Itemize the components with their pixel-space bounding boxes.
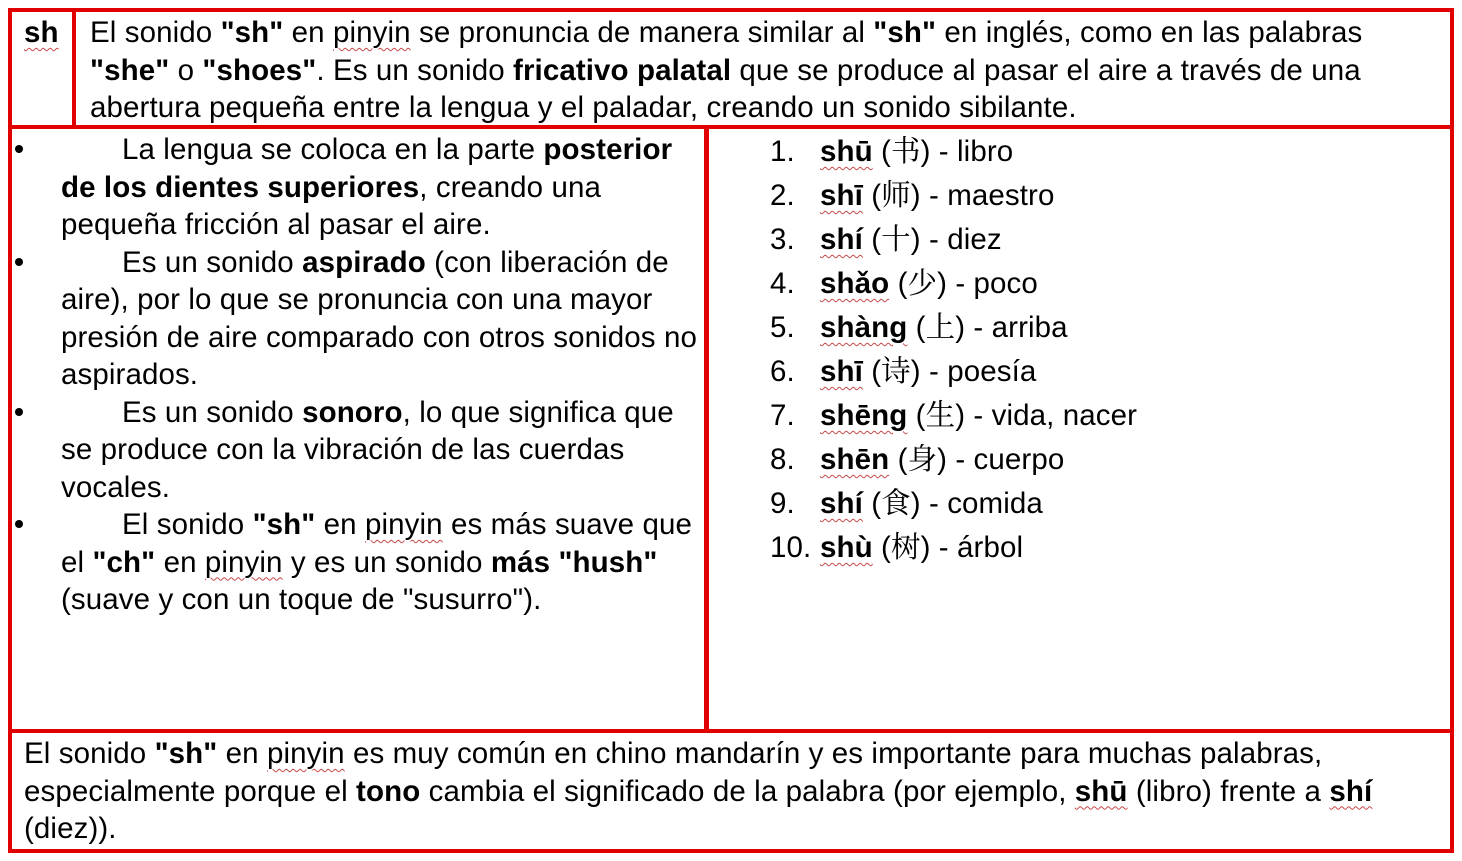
item-number: 10. (770, 531, 812, 564)
pinyin-word: shù (820, 531, 873, 564)
word-meaning: - comida (928, 487, 1043, 520)
text-run: , creando una pequeña fricción al pasar el aire. (61, 170, 601, 241)
word-meaning: - diez (928, 223, 1002, 256)
text-run: La lengua se coloca en la parte (122, 133, 544, 166)
text-run: (diez)). (24, 812, 117, 845)
hanzi-character: (师) (871, 179, 921, 212)
bullet-item (8, 244, 698, 394)
bold-term: "sh" (252, 508, 316, 541)
body-divider (704, 125, 709, 733)
pinyin-word: shí (820, 223, 863, 256)
pinyin-word: shū (820, 135, 873, 168)
example-word-item (770, 133, 1137, 177)
example-word-item (770, 441, 1137, 485)
item-number: 2. (770, 179, 795, 212)
example-word-item (770, 485, 1137, 529)
word-meaning: - poco (955, 267, 1038, 300)
word-meaning: - vida, nacer (973, 399, 1138, 432)
text-run: y es un sonido (282, 545, 491, 579)
bold-term: "shoes" (202, 53, 317, 87)
header-divider (72, 8, 76, 129)
bullet-item (8, 394, 698, 507)
pinyin-word: shàng (820, 311, 908, 344)
pinyin-word: shēn (820, 443, 890, 476)
bold-term: "sh" (873, 16, 937, 49)
example-word-list (770, 133, 1137, 573)
bullet-dot-icon (15, 258, 23, 266)
example-word-item (770, 309, 1137, 353)
text-run: El sonido (90, 16, 221, 49)
hanzi-character: (上) (915, 311, 966, 344)
example-word-item (770, 529, 1137, 573)
word-meaning: - árbol (938, 531, 1024, 564)
word-meaning: - libro (938, 135, 1014, 168)
text-run: en (217, 737, 267, 770)
hanzi-character: (食) (871, 487, 921, 520)
underlined-term: pinyin (364, 508, 443, 541)
underlined-term: pinyin (266, 737, 345, 770)
example-word-item (770, 353, 1137, 397)
hanzi-character: (诗) (871, 355, 921, 388)
text-run: o (169, 53, 203, 87)
bold-term: "sh" (220, 16, 284, 49)
bold-term: "she" (90, 53, 170, 87)
text-run: El sonido (24, 737, 155, 770)
bullet-dot-icon (15, 145, 23, 153)
text-run: en (155, 545, 205, 579)
item-number: 4. (770, 267, 795, 300)
bold-term: fricativo palatal (513, 53, 732, 87)
text-run: cambia el significado de la palabra (por ejemplo, (420, 774, 1075, 808)
hanzi-character: (书) (881, 135, 931, 168)
text-run: en inglés, como en las palabras (936, 16, 1363, 49)
hanzi-character: (身) (897, 443, 948, 476)
pinyin-word: shǎo (820, 267, 890, 300)
hanzi-character: (树) (881, 531, 931, 564)
text-run: (suave y con un toque de "susurro"). (61, 583, 542, 616)
text-run: es más suave que el (61, 508, 692, 579)
hanzi-character: (生) (915, 399, 966, 432)
text-run: . Es un sonido (316, 53, 514, 87)
text-run: (libro) frente a (1127, 774, 1330, 808)
text-run: que se produce al pasar el aire a través de una abertura pequeña entre la lengua y el paladar, creando un sonido sibilante. (90, 53, 1361, 124)
text-run: El sonido (122, 508, 253, 541)
bullet-dot-icon (15, 408, 23, 416)
sound-label: sh (24, 16, 59, 49)
bullet-item (8, 506, 698, 619)
underlined-term: pinyin (204, 545, 283, 579)
articulation-list (8, 131, 698, 619)
item-number: 8. (770, 443, 795, 476)
pinyin-word: shī (820, 355, 863, 388)
item-number: 1. (770, 135, 795, 168)
text-run: , lo que significa que se produce con la vibración de las cuerdas vocales. (61, 395, 674, 504)
example-word-item (770, 265, 1137, 309)
text-run: se pronuncia de manera similar al (410, 16, 874, 49)
bullet-item (8, 131, 698, 244)
word-meaning: - maestro (928, 179, 1055, 212)
hanzi-character: (少) (897, 267, 948, 300)
bold-term: shí (1329, 774, 1373, 808)
underlined-term: pinyin (332, 16, 411, 49)
bold-term: sonoro (302, 395, 403, 429)
word-meaning: - poesía (928, 355, 1037, 388)
hanzi-character: (十) (871, 223, 921, 256)
pinyin-word: shēng (820, 399, 908, 432)
example-word-item (770, 177, 1137, 221)
example-word-item (770, 397, 1137, 441)
item-number: 9. (770, 487, 795, 520)
text-run: en (315, 508, 365, 541)
bold-term: tono (356, 774, 421, 808)
sound-description (90, 14, 1440, 127)
bold-term: shū (1074, 774, 1128, 808)
text-run: en (283, 16, 333, 49)
word-meaning: - cuerpo (955, 443, 1065, 476)
text-run: Es un sonido (122, 245, 303, 279)
text-run: Es un sonido (122, 395, 303, 429)
example-word-item (770, 221, 1137, 265)
item-number: 5. (770, 311, 795, 344)
pinyin-word: shī (820, 179, 863, 212)
item-number: 6. (770, 355, 795, 388)
bold-term: "ch" (92, 545, 156, 579)
bold-term: "sh" (154, 737, 218, 770)
word-meaning: - arriba (973, 311, 1068, 344)
item-number: 7. (770, 399, 795, 432)
summary-paragraph (24, 735, 1424, 848)
bold-term: posterior de los dientes superiores (61, 133, 673, 204)
pinyin-word: shí (820, 487, 863, 520)
text-run: es muy común en chino mandarín y es importante para muchas palabras, especialmente porque el (24, 737, 1323, 808)
bullet-dot-icon (15, 520, 23, 528)
item-number: 3. (770, 223, 795, 256)
text-run: (con liberación de aire), por lo que se pronuncia con una mayor presión de aire comparado con otros sonidos no aspirados. (61, 245, 697, 391)
bold-term: más "hush" (490, 545, 658, 579)
bold-term: aspirado (302, 245, 426, 279)
